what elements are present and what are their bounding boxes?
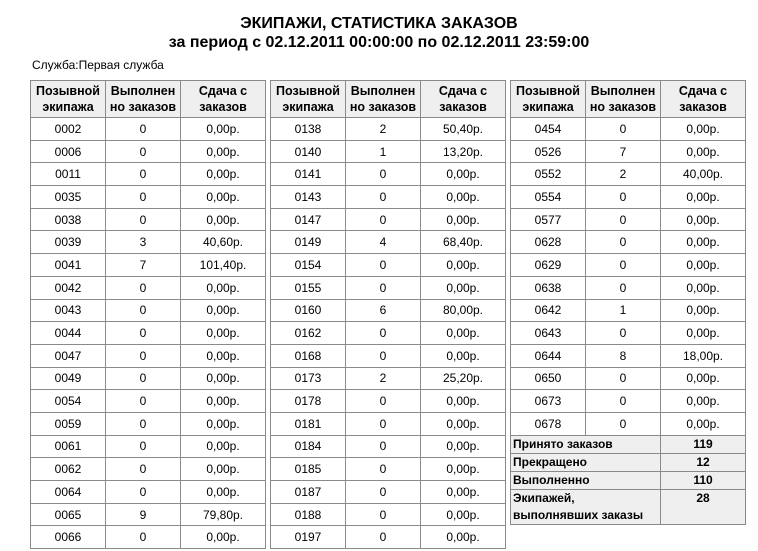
cell-completed: 9 xyxy=(106,503,181,526)
cell-completed: 2 xyxy=(346,118,421,141)
cell-completed: 0 xyxy=(346,254,421,277)
cell-callsign: 0066 xyxy=(31,526,106,549)
table-row xyxy=(511,390,746,413)
table-row xyxy=(511,163,746,186)
table-row xyxy=(31,390,266,413)
cell-completed: 0 xyxy=(346,186,421,209)
cell-callsign: 0065 xyxy=(31,503,106,526)
cell-payout: 0,00р. xyxy=(181,140,266,163)
cell-callsign: 0184 xyxy=(271,435,346,458)
cell-callsign: 0064 xyxy=(31,481,106,504)
cell-completed: 1 xyxy=(586,299,661,322)
cell-completed: 0 xyxy=(586,322,661,345)
cell-payout: 0,00р. xyxy=(421,503,506,526)
cell-payout: 18,00р. xyxy=(661,344,746,367)
cell-payout: 0,00р. xyxy=(181,322,266,345)
cell-completed: 0 xyxy=(346,481,421,504)
cell-payout: 0,00р. xyxy=(661,412,746,435)
cell-payout: 50,40р. xyxy=(421,118,506,141)
cell-payout: 0,00р. xyxy=(421,208,506,231)
cell-callsign: 0154 xyxy=(271,254,346,277)
cell-callsign: 0002 xyxy=(31,118,106,141)
cell-completed: 0 xyxy=(586,390,661,413)
table-row xyxy=(511,276,746,299)
cell-callsign: 0554 xyxy=(511,186,586,209)
cell-payout: 0,00р. xyxy=(661,322,746,345)
summary-label: Выполненно xyxy=(511,471,661,489)
cell-payout: 0,00р. xyxy=(181,526,266,549)
cell-payout: 0,00р. xyxy=(181,390,266,413)
cell-callsign: 0006 xyxy=(31,140,106,163)
cell-callsign: 0638 xyxy=(511,276,586,299)
summary-section xyxy=(511,435,746,524)
table-row xyxy=(31,140,266,163)
cell-payout: 40,60р. xyxy=(181,231,266,254)
cell-completed: 2 xyxy=(586,163,661,186)
cell-callsign: 0644 xyxy=(511,344,586,367)
table-row xyxy=(271,412,506,435)
summary-row-cancelled xyxy=(511,453,746,471)
cell-completed: 0 xyxy=(346,435,421,458)
col-completed: Выполнен но заказов xyxy=(586,81,661,118)
cell-callsign: 0187 xyxy=(271,481,346,504)
cell-payout: 0,00р. xyxy=(421,254,506,277)
cell-completed: 4 xyxy=(346,231,421,254)
service-label: Служба:Первая служба xyxy=(32,58,164,72)
cell-callsign: 0526 xyxy=(511,140,586,163)
cell-callsign: 0181 xyxy=(271,412,346,435)
cell-callsign: 0173 xyxy=(271,367,346,390)
cell-callsign: 0454 xyxy=(511,118,586,141)
cell-payout: 0,00р. xyxy=(421,276,506,299)
col-callsign: Позывной экипажа xyxy=(31,81,106,118)
table-row xyxy=(511,118,746,141)
summary-label: Экипажей, выполнявших заказы xyxy=(511,489,661,524)
cell-callsign: 0155 xyxy=(271,276,346,299)
table-row xyxy=(511,367,746,390)
cell-payout: 0,00р. xyxy=(661,276,746,299)
table-header-row xyxy=(271,81,506,118)
summary-value: 119 xyxy=(661,435,746,453)
cell-completed: 0 xyxy=(586,367,661,390)
summary-label: Принято заказов xyxy=(511,435,661,453)
cell-callsign: 0043 xyxy=(31,299,106,322)
report-title xyxy=(0,14,758,52)
cell-payout: 0,00р. xyxy=(181,458,266,481)
table-row xyxy=(271,118,506,141)
table-row xyxy=(271,435,506,458)
cell-completed: 0 xyxy=(106,186,181,209)
summary-label: Прекращено xyxy=(511,453,661,471)
table-header-row xyxy=(511,81,746,118)
table-row xyxy=(31,299,266,322)
cell-callsign: 0147 xyxy=(271,208,346,231)
col-payout: Сдача с заказов xyxy=(421,81,506,118)
cell-payout: 0,00р. xyxy=(181,186,266,209)
cell-payout: 0,00р. xyxy=(421,322,506,345)
table-row xyxy=(31,276,266,299)
cell-payout: 0,00р. xyxy=(181,163,266,186)
cell-completed: 0 xyxy=(586,208,661,231)
cell-completed: 6 xyxy=(346,299,421,322)
cell-callsign: 0141 xyxy=(271,163,346,186)
cell-payout: 13,20р. xyxy=(421,140,506,163)
table-row xyxy=(511,231,746,254)
cell-completed: 3 xyxy=(106,231,181,254)
table-row xyxy=(271,390,506,413)
cell-completed: 0 xyxy=(346,163,421,186)
cell-completed: 0 xyxy=(586,412,661,435)
cell-callsign: 0162 xyxy=(271,322,346,345)
cell-completed: 7 xyxy=(586,140,661,163)
cell-completed: 0 xyxy=(106,140,181,163)
cell-payout: 25,20р. xyxy=(421,367,506,390)
cell-completed: 0 xyxy=(106,481,181,504)
col-completed: Выполнен но заказов xyxy=(106,81,181,118)
cell-payout: 0,00р. xyxy=(181,481,266,504)
cell-callsign: 0168 xyxy=(271,344,346,367)
cell-callsign: 0143 xyxy=(271,186,346,209)
cell-payout: 0,00р. xyxy=(661,231,746,254)
table-row xyxy=(511,186,746,209)
cell-payout: 0,00р. xyxy=(181,412,266,435)
cell-completed: 0 xyxy=(106,322,181,345)
cell-payout: 0,00р. xyxy=(181,208,266,231)
col-callsign: Позывной экипажа xyxy=(271,81,346,118)
summary-value: 28 xyxy=(661,489,746,524)
cell-callsign: 0628 xyxy=(511,231,586,254)
cell-callsign: 0185 xyxy=(271,458,346,481)
cell-payout: 0,00р. xyxy=(661,390,746,413)
cell-completed: 2 xyxy=(346,367,421,390)
cell-callsign: 0650 xyxy=(511,367,586,390)
table-row xyxy=(31,435,266,458)
cell-completed: 0 xyxy=(106,458,181,481)
cell-callsign: 0643 xyxy=(511,322,586,345)
cell-completed: 8 xyxy=(586,344,661,367)
table-row xyxy=(511,140,746,163)
cell-callsign: 0138 xyxy=(271,118,346,141)
cell-payout: 0,00р. xyxy=(181,367,266,390)
table-header-row xyxy=(31,81,266,118)
col-payout: Сдача с заказов xyxy=(661,81,746,118)
cell-completed: 0 xyxy=(106,412,181,435)
table-row xyxy=(271,503,506,526)
cell-payout: 101,40р. xyxy=(181,254,266,277)
table-row xyxy=(271,231,506,254)
cell-completed: 0 xyxy=(106,163,181,186)
table-row xyxy=(31,367,266,390)
cell-payout: 0,00р. xyxy=(181,344,266,367)
cell-completed: 0 xyxy=(586,231,661,254)
cell-payout: 0,00р. xyxy=(661,208,746,231)
cell-callsign: 0160 xyxy=(271,299,346,322)
table-row xyxy=(271,367,506,390)
summary-row-completed xyxy=(511,471,746,489)
cell-payout: 0,00р. xyxy=(661,254,746,277)
cell-callsign: 0197 xyxy=(271,526,346,549)
cell-completed: 0 xyxy=(106,526,181,549)
cell-callsign: 0552 xyxy=(511,163,586,186)
cell-completed: 0 xyxy=(346,458,421,481)
summary-row-crews xyxy=(511,489,746,524)
cell-completed: 0 xyxy=(346,208,421,231)
cell-callsign: 0149 xyxy=(271,231,346,254)
cell-payout: 0,00р. xyxy=(661,299,746,322)
cell-callsign: 0061 xyxy=(31,435,106,458)
cell-callsign: 0059 xyxy=(31,412,106,435)
cell-payout: 68,40р. xyxy=(421,231,506,254)
cell-callsign: 0042 xyxy=(31,276,106,299)
cell-completed: 0 xyxy=(106,118,181,141)
table-row xyxy=(31,503,266,526)
cell-payout: 0,00р. xyxy=(661,118,746,141)
cell-callsign: 0188 xyxy=(271,503,346,526)
cell-payout: 0,00р. xyxy=(421,186,506,209)
table-row xyxy=(271,299,506,322)
cell-payout: 0,00р. xyxy=(421,481,506,504)
table-row xyxy=(31,254,266,277)
cell-payout: 0,00р. xyxy=(421,390,506,413)
cell-payout: 0,00р. xyxy=(421,412,506,435)
cell-completed: 0 xyxy=(106,208,181,231)
cell-payout: 0,00р. xyxy=(181,276,266,299)
table-row xyxy=(31,231,266,254)
table-row xyxy=(511,322,746,345)
cell-payout: 0,00р. xyxy=(181,118,266,141)
cell-completed: 0 xyxy=(346,276,421,299)
cell-payout: 80,00р. xyxy=(421,299,506,322)
cell-callsign: 0178 xyxy=(271,390,346,413)
table-row xyxy=(271,186,506,209)
table-row xyxy=(271,140,506,163)
report-title-main: ЭКИПАЖИ, СТАТИСТИКА ЗАКАЗОВ xyxy=(240,15,518,32)
col-callsign: Позывной экипажа xyxy=(511,81,586,118)
table-row xyxy=(511,254,746,277)
cell-payout: 0,00р. xyxy=(661,367,746,390)
cell-completed: 0 xyxy=(346,344,421,367)
cell-completed: 0 xyxy=(346,526,421,549)
cell-completed: 0 xyxy=(106,299,181,322)
crew-table-1 xyxy=(30,80,266,549)
cell-callsign: 0047 xyxy=(31,344,106,367)
cell-callsign: 0049 xyxy=(31,367,106,390)
cell-callsign: 0041 xyxy=(31,254,106,277)
table-row xyxy=(271,163,506,186)
table-row xyxy=(31,186,266,209)
cell-payout: 0,00р. xyxy=(181,299,266,322)
table-row xyxy=(271,208,506,231)
cell-callsign: 0140 xyxy=(271,140,346,163)
table-row xyxy=(31,458,266,481)
cell-completed: 0 xyxy=(586,254,661,277)
cell-callsign: 0062 xyxy=(31,458,106,481)
cell-completed: 0 xyxy=(346,503,421,526)
cell-completed: 0 xyxy=(346,412,421,435)
cell-completed: 7 xyxy=(106,254,181,277)
cell-payout: 0,00р. xyxy=(661,140,746,163)
summary-value: 12 xyxy=(661,453,746,471)
table-row xyxy=(271,322,506,345)
table-row xyxy=(271,254,506,277)
cell-payout: 0,00р. xyxy=(421,526,506,549)
table-row xyxy=(271,276,506,299)
crew-table-3 xyxy=(510,80,746,525)
table-row xyxy=(271,526,506,549)
cell-completed: 0 xyxy=(346,322,421,345)
table-row xyxy=(271,481,506,504)
table-row xyxy=(31,412,266,435)
cell-completed: 0 xyxy=(106,276,181,299)
cell-completed: 0 xyxy=(106,367,181,390)
cell-payout: 79,80р. xyxy=(181,503,266,526)
cell-callsign: 0577 xyxy=(511,208,586,231)
cell-completed: 0 xyxy=(106,390,181,413)
cell-callsign: 0011 xyxy=(31,163,106,186)
table-row xyxy=(271,458,506,481)
table-row xyxy=(31,526,266,549)
cell-completed: 0 xyxy=(586,276,661,299)
cell-callsign: 0629 xyxy=(511,254,586,277)
summary-value: 110 xyxy=(661,471,746,489)
cell-callsign: 0044 xyxy=(31,322,106,345)
table-row xyxy=(31,481,266,504)
cell-completed: 0 xyxy=(586,118,661,141)
cell-callsign: 0642 xyxy=(511,299,586,322)
cell-callsign: 0035 xyxy=(31,186,106,209)
table-row xyxy=(31,118,266,141)
table-row xyxy=(31,163,266,186)
col-payout: Сдача с заказов xyxy=(181,81,266,118)
table-row xyxy=(31,208,266,231)
cell-completed: 0 xyxy=(106,435,181,458)
cell-payout: 0,00р. xyxy=(181,435,266,458)
cell-callsign: 0054 xyxy=(31,390,106,413)
table-row xyxy=(511,208,746,231)
report-period: за период с 02.12.2011 00:00:00 по 02.12.2011 23:59:00 xyxy=(168,34,590,51)
col-completed: Выполнен но заказов xyxy=(346,81,421,118)
cell-callsign: 0039 xyxy=(31,231,106,254)
table-row xyxy=(511,299,746,322)
cell-payout: 0,00р. xyxy=(421,458,506,481)
cell-completed: 1 xyxy=(346,140,421,163)
cell-payout: 0,00р. xyxy=(421,435,506,458)
cell-payout: 0,00р. xyxy=(421,344,506,367)
crew-table-2 xyxy=(270,80,506,549)
cell-callsign: 0673 xyxy=(511,390,586,413)
table-row xyxy=(511,344,746,367)
table-row xyxy=(511,412,746,435)
table-row xyxy=(31,322,266,345)
summary-row-accepted xyxy=(511,435,746,453)
table-row xyxy=(31,344,266,367)
cell-completed: 0 xyxy=(586,186,661,209)
table-row xyxy=(271,344,506,367)
cell-payout: 0,00р. xyxy=(661,186,746,209)
cell-completed: 0 xyxy=(346,390,421,413)
cell-payout: 0,00р. xyxy=(421,163,506,186)
cell-callsign: 0038 xyxy=(31,208,106,231)
cell-callsign: 0678 xyxy=(511,412,586,435)
cell-completed: 0 xyxy=(106,344,181,367)
cell-payout: 40,00р. xyxy=(661,163,746,186)
